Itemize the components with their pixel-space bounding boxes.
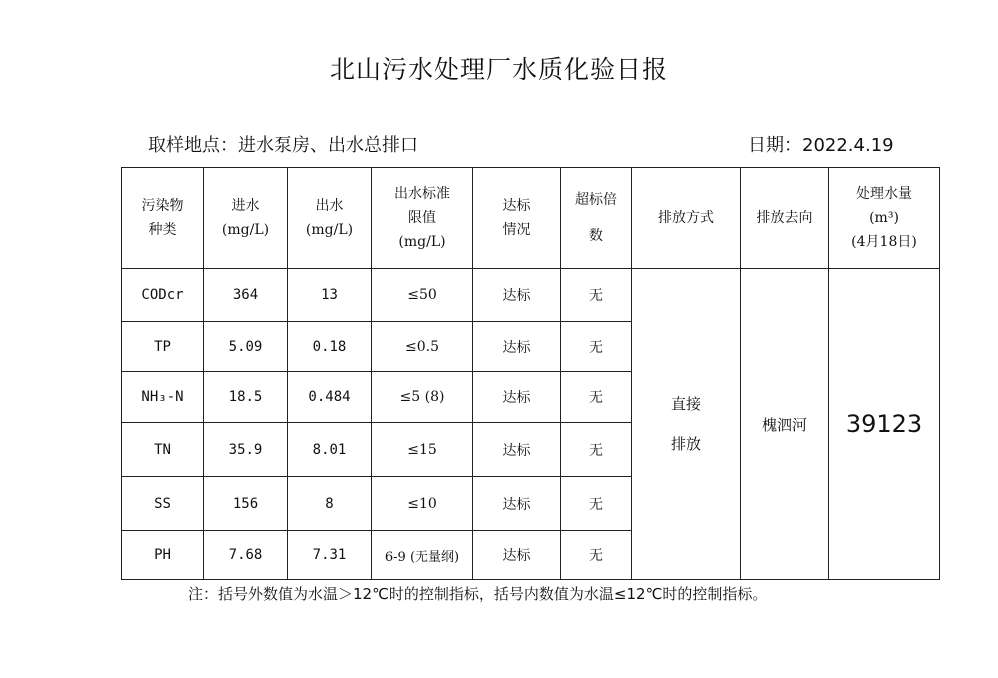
discharge-method-line: 直接 <box>670 395 701 413</box>
inflow-cell: 35.9 <box>204 423 288 477</box>
inflow-cell: 156 <box>204 477 288 531</box>
standard-cell: ≤5 (8) <box>372 372 473 423</box>
outflow-cell: 0.484 <box>288 372 372 423</box>
compliance-cell: 达标 <box>473 477 561 531</box>
header-pollutant-line: 污染物 <box>141 198 184 214</box>
table-row <box>122 269 940 322</box>
header-inflow <box>204 168 288 269</box>
standard-cell: ≤10 <box>372 477 473 531</box>
header-discharge-destination: 排放去向 <box>741 168 829 269</box>
header-compliance-line: 情况 <box>502 222 531 238</box>
discharge-destination-cell: 槐泗河 <box>741 269 829 580</box>
pollutant-cell: CODcr <box>122 269 204 322</box>
pollutant-cell: SS <box>122 477 204 531</box>
exceed-cell: 无 <box>561 531 632 580</box>
header-exceed <box>561 168 632 269</box>
outflow-cell: 8.01 <box>288 423 372 477</box>
outflow-cell: 0.18 <box>288 322 372 372</box>
header-standard-line: (mg/L) <box>398 234 446 250</box>
inflow-cell: 364 <box>204 269 288 322</box>
report-title: 北山污水处理厂水质化验日报 <box>329 55 668 84</box>
volume-cell: 39123 <box>829 269 940 580</box>
header-compliance-line: 达标 <box>502 198 531 214</box>
inflow-cell: 18.5 <box>204 372 288 423</box>
standard-cell: ≤15 <box>372 423 473 477</box>
header-inflow-line: (mg/L) <box>221 222 270 238</box>
pollutant-cell: NH₃-N <box>122 372 204 423</box>
header-outflow-line: 出水 <box>315 198 344 214</box>
outflow-cell: 8 <box>288 477 372 531</box>
pollutant-cell: TP <box>122 322 204 372</box>
standard-cell: 6-9 (无量纲) <box>372 531 473 580</box>
pollutant-cell: TN <box>122 423 204 477</box>
compliance-cell: 达标 <box>473 269 561 322</box>
header-row <box>122 168 940 269</box>
standard-cell: ≤0.5 <box>372 322 473 372</box>
pollutant-cell: PH <box>122 531 204 580</box>
exceed-cell: 无 <box>561 269 632 322</box>
header-volume-line: 处理水量 <box>856 186 912 202</box>
header-volume-line: (4月18日) <box>851 234 917 250</box>
compliance-cell: 达标 <box>473 531 561 580</box>
outflow-cell: 13 <box>288 269 372 322</box>
outflow-cell: 7.31 <box>288 531 372 580</box>
header-outflow <box>288 168 372 269</box>
exceed-cell: 无 <box>561 322 632 372</box>
header-exceed-line: 超标倍 <box>575 192 617 208</box>
sampling-site: 取样地点：进水泵房、出水总排口 <box>148 135 418 156</box>
header-standard <box>372 168 473 269</box>
exceed-cell: 无 <box>561 477 632 531</box>
standard-cell: ≤50 <box>372 269 473 322</box>
header-discharge-method: 排放方式 <box>632 168 741 269</box>
header-inflow-line: 进水 <box>231 198 260 214</box>
header-pollutant <box>122 168 204 269</box>
header-exceed-line: 数 <box>589 228 603 244</box>
header-compliance <box>473 168 561 269</box>
water-quality-table <box>121 167 940 580</box>
header-standard-line: 限值 <box>408 210 436 226</box>
header-volume <box>829 168 940 269</box>
exceed-cell: 无 <box>561 423 632 477</box>
report-date: 日期：2022.4.19 <box>748 135 894 156</box>
compliance-cell: 达标 <box>473 372 561 423</box>
inflow-cell: 7.68 <box>204 531 288 580</box>
discharge-method-line: 排放 <box>670 435 701 453</box>
footnote: 注：括号外数值为水温＞12℃时的控制指标，括号内数值为水温≤12℃时的控制指标。 <box>188 585 768 603</box>
header-standard-line: 出水标准 <box>394 186 450 202</box>
exceed-cell: 无 <box>561 372 632 423</box>
compliance-cell: 达标 <box>473 322 561 372</box>
inflow-cell: 5.09 <box>204 322 288 372</box>
discharge-method-cell <box>632 269 741 580</box>
header-pollutant-line: 种类 <box>148 222 177 238</box>
compliance-cell: 达标 <box>473 423 561 477</box>
header-volume-line: (m³) <box>869 210 899 226</box>
header-outflow-line: (mg/L) <box>305 222 354 238</box>
